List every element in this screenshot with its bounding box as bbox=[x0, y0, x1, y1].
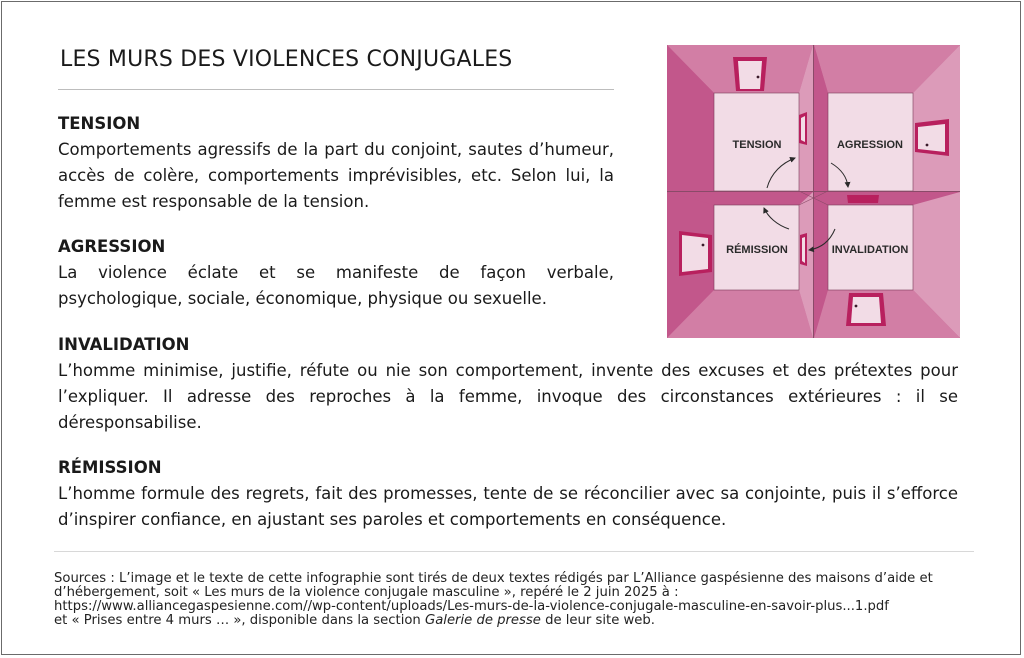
section-text: La violence éclate et se manifeste de façon verbale, psychologique, sociale, économique, physique ou sexuelle. bbox=[58, 263, 614, 308]
section-text: L’homme minimise, justifie, réfute ou nie son comportement, invente des excuses et des prétextes pour l’expliquer. Il adresse des reproches à la femme, invoque des circonstances extérieures : il se déresponsabilise. bbox=[58, 361, 958, 432]
room-label-tension: TENSION bbox=[732, 139, 782, 151]
door-icon bbox=[679, 231, 712, 276]
section-text: Comportements agressifs de la part du conjoint, sautes d’humeur, accès de colère, comportements imprévisibles, etc. Selon lui, la femme est responsable de la tension. bbox=[58, 140, 614, 211]
section-heading: AGRESSION bbox=[58, 237, 166, 256]
section-heading: TENSION bbox=[58, 114, 141, 133]
room-label-remission: RÉMISSION bbox=[726, 244, 788, 256]
title-divider bbox=[58, 89, 614, 90]
sources-suffix-start: et « Prises entre 4 murs … », disponible dans la section bbox=[54, 613, 425, 628]
sources-note bbox=[54, 572, 974, 628]
section-invalidation bbox=[58, 334, 958, 436]
sources-italic: Galerie de presse bbox=[424, 613, 541, 628]
sources-url: https://www.alliancegaspesienne.com//wp-content/uploads/Les-murs-de-la-violence-conjugale-masculine-en-savoir-plus...1.pdf bbox=[54, 599, 889, 614]
room-label-invalidation: INVALIDATION bbox=[831, 244, 909, 256]
four-walls-diagram bbox=[667, 45, 960, 338]
door-icon bbox=[733, 57, 767, 91]
section-tension bbox=[58, 113, 614, 215]
door-icon bbox=[800, 233, 807, 266]
section-heading: RÉMISSION bbox=[58, 458, 162, 477]
section-heading: INVALIDATION bbox=[58, 335, 190, 354]
sources-prefix: Sources : L’image et le texte de cette infographie sont tirés de deux textes rédigés par L’Alliance gaspésienne des maisons d’aide et d’hébergement, soit « Les murs de la violence conjugale masculine », repéré le 2 juin 2025 à : bbox=[54, 571, 933, 600]
sources-divider bbox=[54, 551, 974, 552]
section-agression bbox=[58, 236, 614, 312]
sources-suffix-end: de leur site web. bbox=[540, 613, 655, 628]
infographic-card bbox=[1, 1, 1021, 655]
door-icon bbox=[799, 112, 807, 145]
door-icon bbox=[846, 293, 886, 326]
room-label-agression: AGRESSION bbox=[836, 139, 904, 151]
door-icon bbox=[847, 195, 879, 203]
section-remission bbox=[58, 457, 958, 533]
page-title: LES MURS DES VIOLENCES CONJUGALES bbox=[60, 47, 513, 72]
section-text: L’homme formule des regrets, fait des promesses, tente de se réconcilier avec sa conjointe, puis il s’efforce d’inspirer confiance, en ajustant ses paroles et comportements en conséquence. bbox=[58, 484, 958, 529]
door-icon bbox=[915, 119, 949, 156]
